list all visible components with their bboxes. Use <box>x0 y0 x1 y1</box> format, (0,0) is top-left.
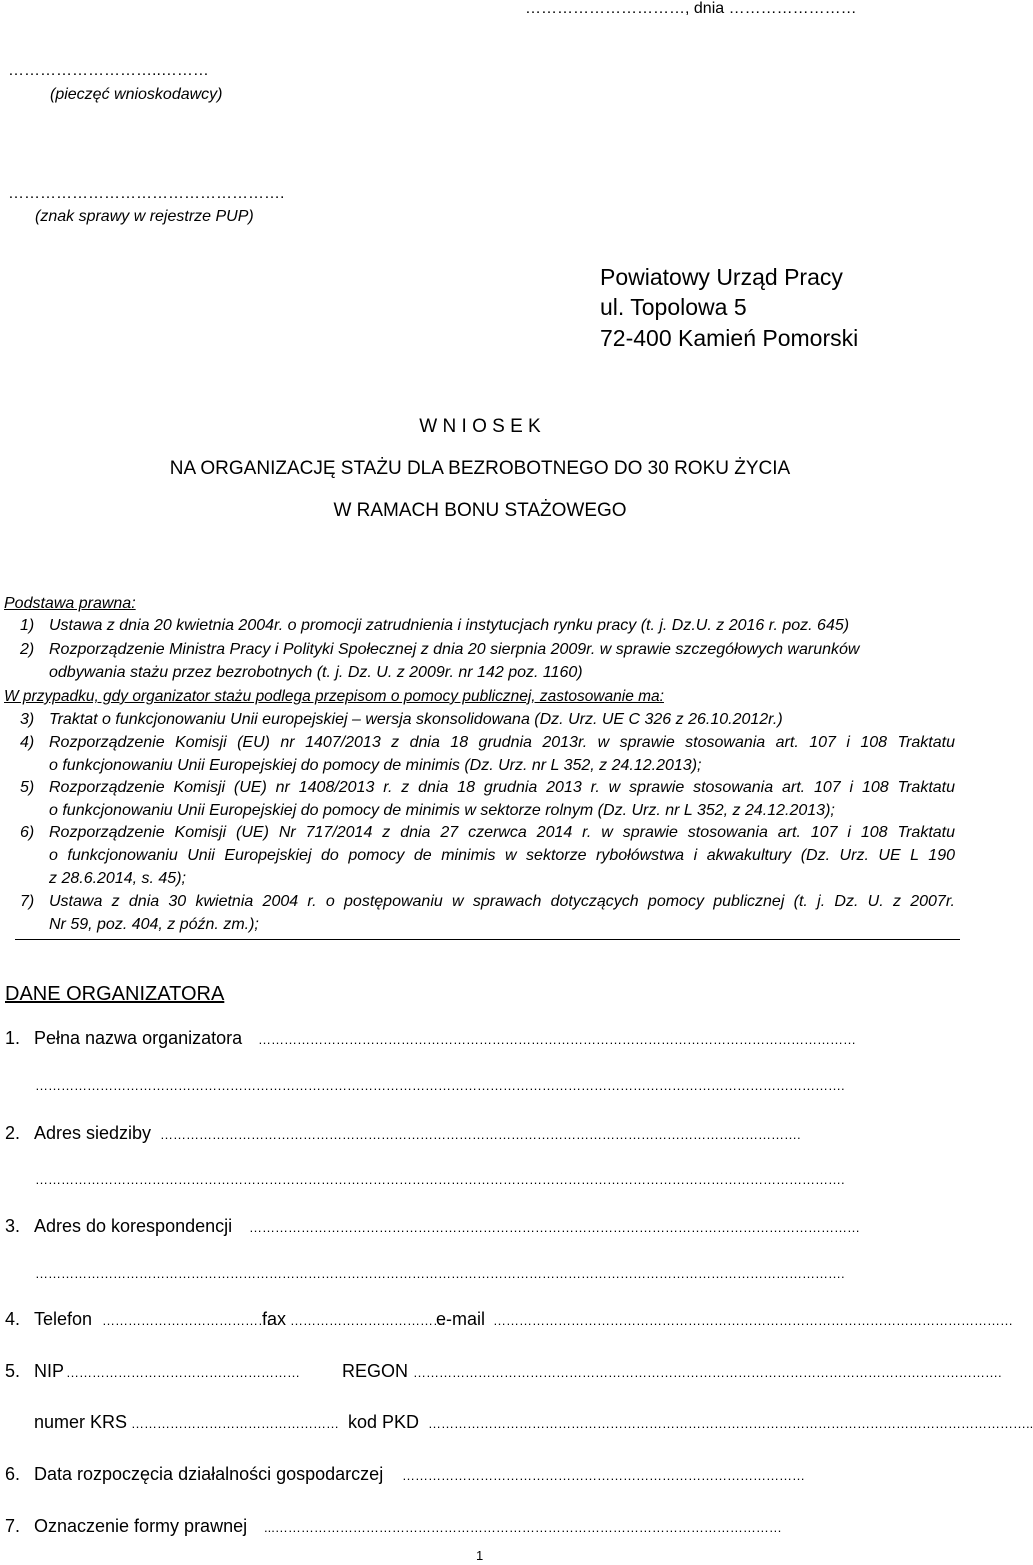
pkd-label: kod PKD <box>348 1412 420 1432</box>
legal-item-4 <box>0 734 960 778</box>
legal-item-6 <box>0 824 960 892</box>
email-label: e-mail <box>436 1309 486 1329</box>
regon-label: REGON <box>342 1361 409 1381</box>
legal-item-2 <box>0 641 960 685</box>
legal-item-text: Traktat o funkcjonowaniu Unii europejskiej – wersja skonsolidowana (Dz. Urz. UE C 326 z 26.10.2012r.) <box>49 711 783 728</box>
legal-item-7 <box>0 893 960 937</box>
page-number: 1 <box>476 1548 484 1563</box>
correspondence-address-field-continued[interactable]: ……………………………………………………………………………………………………………………………………………………………………. <box>35 1266 845 1281</box>
nip-label: NIP <box>34 1361 65 1381</box>
recipient-line-2: ul. Topolowa 5 <box>600 294 747 320</box>
field-number: 5. <box>5 1361 21 1381</box>
legal-item-1 <box>0 617 960 639</box>
full-name-label: Pełna nazwa organizatora <box>34 1028 243 1048</box>
legal-basis-heading: Podstawa prawna: <box>4 595 136 612</box>
fax-label: fax <box>262 1309 287 1329</box>
recipient-line-1: Powiatowy Urząd Pracy <box>600 264 843 290</box>
organizer-section-heading: DANE ORGANIZATORA <box>5 983 225 1005</box>
legal-item-text: Ustawa z dnia 20 kwietnia 2004r. o promocji zatrudnienia i instytucjach rynku pracy (t. j. Dz.U. z 2016 r. poz. 645) <box>49 617 850 634</box>
legal-item-text: o funkcjonowaniu Unii Europejskiej do pomocy de minimis w sektorze rybołówstwa i akwakultury (Dz. Urz. UE L 190 <box>49 847 955 864</box>
legal-item-text: o funkcjonowaniu Unii Europejskiej do pomocy de minimis (Dz. Urz. nr L 352, z 24.12.2013); <box>49 757 702 774</box>
correspondence-address-field[interactable]: …………………………………………………………………………………………………………………………… <box>249 1220 860 1235</box>
email-field[interactable]: ………………………………………………………………………………………………………… <box>493 1313 1013 1328</box>
regon-field[interactable]: ………………………………………………………………………………………………………………………. <box>413 1365 1002 1380</box>
document-subtitle-1: NA ORGANIZACJĘ STAŻU DLA BEZROBOTNEGO DO 30 ROKU ŻYCIA <box>169 458 791 479</box>
legal-item-number: 7) <box>20 893 35 910</box>
legal-item-text: Nr 59, poz. 404, z późn. zm.); <box>49 916 259 933</box>
legal-item-3 <box>0 711 960 733</box>
pkd-field[interactable]: ………………………………………………………………………………………………………………………….. <box>428 1416 1033 1431</box>
legal-item-number: 1) <box>20 617 35 634</box>
legal-item-text: o funkcjonowaniu Unii Europejskiej do pomocy de minimis w sektorze rolnym (Dz. Urz. nr L 352, z 24.12.2013); <box>49 802 835 819</box>
field-number: 6. <box>5 1464 21 1484</box>
stamp-label: (pieczęć wnioskodawcy) <box>50 86 223 103</box>
legal-item-text: Ustawa z dnia 30 kwietnia 2004 r. o postępowaniu w sprawach dotyczących pomocy publicznej (t. j. Dz. U. z 2007r. <box>49 893 955 910</box>
full-name-field-continued[interactable]: ……………………………………………………………………………………………………………………………………………………………………. <box>35 1078 845 1093</box>
legal-item-text: Rozporządzenie Komisji (UE) Nr 717/2014 z dnia 27 czerwca 2014 r. w sprawie stosowania art. 107 i 108 Traktatu <box>49 824 955 841</box>
field-number: 2. <box>5 1123 21 1143</box>
stamp-dots: ………………………..……… <box>8 62 209 79</box>
legal-item-5 <box>0 779 960 823</box>
legal-item-number: 5) <box>20 779 35 796</box>
business-start-date-label: Data rozpoczęcia działalności gospodarczej <box>34 1464 384 1484</box>
section-divider <box>15 939 960 940</box>
document-title: W N I O S E K <box>419 416 541 437</box>
document-subtitle-2: W RAMACH BONU STAŻOWEGO <box>333 500 627 521</box>
legal-item-text: Rozporządzenie Ministra Pracy i Polityki Społecznej z dnia 20 sierpnia 2009r. w sprawie szczegółowych warunków <box>49 641 860 658</box>
krs-field[interactable]: ………………………………………… <box>131 1416 339 1431</box>
legal-item-text: Rozporządzenie Komisji (UE) nr 1408/2013 r. z dnia 18 grudnia 2013 r. w sprawie stosowania art. 107 i 108 Traktatu <box>49 779 955 796</box>
field-number: 1. <box>5 1028 21 1048</box>
address-field[interactable]: …………………………………………………………………………………………………………………………………. <box>160 1127 801 1142</box>
legal-item-text: Rozporządzenie Komisji (EU) nr 1407/2013 z dnia 18 grudnia 2013r. w sprawie stosowania art. 107 i 108 Traktatu <box>49 734 955 751</box>
phone-label: Telefon <box>34 1309 93 1329</box>
business-start-date-field[interactable]: ………………………………………………………………………………… <box>402 1468 805 1483</box>
legal-form-label: Oznaczenie formy prawnej <box>34 1516 248 1536</box>
legal-item-text: z 28.6.2014, s. 45); <box>49 870 186 887</box>
legal-item-number: 3) <box>20 711 35 728</box>
field-number: 7. <box>5 1516 21 1536</box>
krs-label: numer KRS <box>34 1412 128 1432</box>
case-number-label: (znak sprawy w rejestrze PUP) <box>35 208 254 225</box>
field-number: 3. <box>5 1216 21 1236</box>
phone-field[interactable]: ………………………………… <box>102 1313 271 1328</box>
legal-item-number: 6) <box>20 824 35 841</box>
recipient-line-3: 72-400 Kamień Pomorski <box>600 325 859 351</box>
legal-item-number: 2) <box>20 641 35 658</box>
public-aid-note: W przypadku, gdy organizator stażu podlega przepisom o pomocy publicznej, zastosowanie ma: <box>4 688 664 705</box>
fax-field[interactable]: ……………………………… <box>290 1313 446 1328</box>
legal-form-field[interactable]: ...……………………………………………………………………………………………………… <box>264 1520 782 1535</box>
case-number-dots: ……………………………………………. <box>8 185 285 202</box>
legal-item-number: 4) <box>20 734 35 751</box>
address-label: Adres siedziby <box>34 1123 152 1143</box>
field-number: 4. <box>5 1309 21 1329</box>
nip-field[interactable]: ……………………………………………… <box>66 1365 300 1380</box>
address-field-continued[interactable]: ……………………………………………………………………………………………………………………………………………………………………. <box>35 1172 845 1187</box>
full-name-field[interactable]: ………………………………………………………………………………………………………………………… <box>258 1032 856 1047</box>
correspondence-address-label: Adres do korespondencji <box>34 1216 233 1236</box>
legal-item-text: odbywania stażu przez bezrobotnych (t. j. Dz. U. z 2009r. nr 142 poz. 1160) <box>49 664 583 681</box>
date-line: …………………………, dnia …………………… <box>525 0 857 17</box>
